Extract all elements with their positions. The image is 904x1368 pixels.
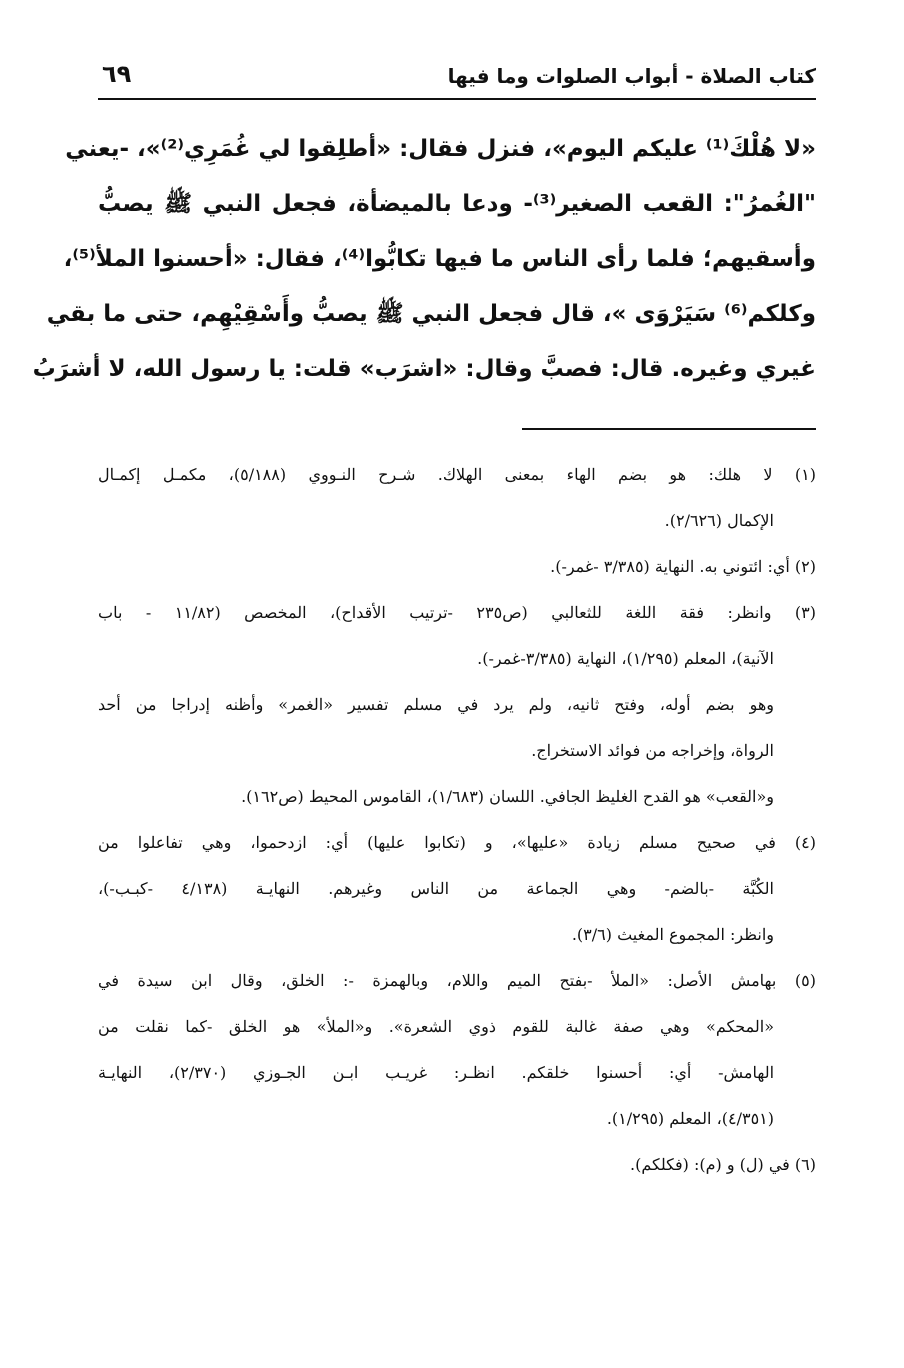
footnote-line: (٤) في صحيح مسلم زيادة «عليها»، و (تكابوا عليها) أي: ازدحموا، وهي تفاعلوا من bbox=[98, 833, 816, 852]
footnote-line: وهو بضم أوله، وفتح ثانيه، ولم يرد في مسلم تفسير «الغمر» وأظنه إدراجا من أحد bbox=[98, 695, 774, 714]
running-title: كتاب الصلاة - أبواب الصلوات وما فيها bbox=[447, 64, 816, 88]
footnote-line: الإكمال (٢/٦٢٦). bbox=[664, 511, 774, 530]
footnote-line: و«القعب» هو القدح الغليظ الجافي. اللسان (١/٦٨٣)، القاموس المحيط (ص١٦٢). bbox=[241, 787, 774, 806]
main-text-line: غيري وغيره. قال: فصبَّ وقال: «اشرَب» قلت: يا رسول الله، لا أشرَبُ bbox=[32, 356, 816, 382]
footnote-line: (١) لا هلك: هو بضم الهاء بمعنى الهلاك. شـرح النـووي (٥/١٨٨)، مكمـل إكمـال bbox=[98, 465, 816, 484]
footnote-line: (٥) بهامش الأصل: «الملأ -بفتح الميم واللام، وبالهمزة -: الخلق، وقال ابن سيدة في bbox=[98, 971, 816, 990]
footnote-line: الهامش- أي: أحسنوا خلقكم. انظـر: غريـب ابـن الجـوزي (٢/٣٧٠)، النهايـة bbox=[98, 1063, 775, 1082]
page-header bbox=[98, 58, 816, 100]
main-text-line: وكلكم⁽⁶⁾ سَيَرْوَى »، قال فجعل النبي ﷺ يصبُّ وأَسْقِيْهِم، حتى ما بقي bbox=[46, 301, 816, 327]
footnote-line: الرواة، وإخراجه من فوائد الاستخراج. bbox=[531, 741, 774, 760]
main-text bbox=[32, 122, 816, 397]
footnote-separator bbox=[522, 428, 816, 430]
main-text-line: وأسقيهم؛ فلما رأى الناس ما فيها تكابُّوا⁽⁴⁾، فقال: «أحسنوا الملأ⁽⁵⁾، bbox=[63, 246, 816, 272]
footnote-line: (٢) أي: ائتوني به. النهاية (٣/٣٨٥ -غمر-). bbox=[550, 557, 816, 576]
footnote-line: (٦) في (ل) و (م): (فكلكم). bbox=[630, 1155, 816, 1174]
footnotes bbox=[98, 452, 816, 1188]
footnote-line: الآنية)، المعلم (١/٢٩٥)، النهاية (٣/٣٨٥-غمر-). bbox=[477, 649, 774, 668]
main-text-line: «لا هُلْكَ⁽¹⁾ عليكم اليوم»، فنزل فقال: «أطلِقوا لي غُمَرِي⁽²⁾»، -يعني bbox=[65, 136, 816, 162]
footnote-line: الكُبَّة -بالضم- وهي الجماعة من الناس وغيرهم. النهايـة (٤/١٣٨ -كبـب-)، bbox=[98, 879, 774, 898]
footnote-line: وانظر: المجموع المغيث (٣/٦). bbox=[571, 925, 774, 944]
main-text-line: "الغُمرُ": القعب الصغير⁽³⁾- ودعا بالميضأة، فجعل النبي ﷺ يصبُّ bbox=[98, 191, 816, 217]
footnote-line: (٣) وانظر: فقة اللغة للثعالبي (ص٢٣٥ -ترتيب الأقداح)، المخصص (١١/٨٢ - باب bbox=[98, 603, 816, 622]
footnote-line: «المحكم» وهي صفة غالبة للقوم ذوي الشعرة». و«الملأ» هو الخلق -كما نقلت من bbox=[98, 1017, 774, 1036]
footnote-line: (٤/٣٥١)، المعلم (١/٢٩٥). bbox=[606, 1109, 774, 1128]
page-number: ٦٩ bbox=[102, 60, 132, 88]
